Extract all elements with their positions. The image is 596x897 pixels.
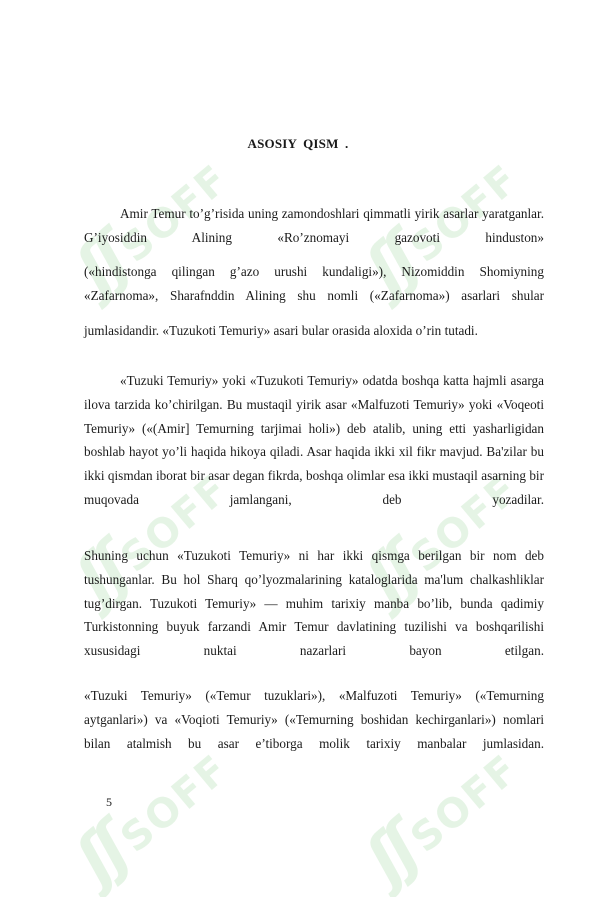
paragraph-5: Shuning uchun «Tuzukoti Temuriy» ni har ikki qismga berilgan bir nom deb tushunganlar. Bu hol Sharq qo’lyozmalarining kataloglarida ma'lum chalkashliklar tug’dirgan. Tuzukoti Temuriy» — muhim tarixiy manba bo’lib, bunda qadimiy Turkistonning buyuk farzandi Amir Temur davlatining tuzilishi va boshqarilishi xususidagi nuktai nazarlari bayon etilgan. bbox=[84, 548, 544, 659]
paragraph-3: jumlasidandir. «Tuzukoti Temuriy» asari bular orasida aloxida o’rin tutadi. bbox=[84, 323, 478, 338]
paragraph-4: «Tuzuki Temuriy» yoki «Tuzukoti Temuriy» odatda boshqa katta hajmli asarga ilova tarzida ko’chirilgan. Bu mustaqil yirik asar «Malfuzoti Temuriy» yoki «Voqeoti Temuriy» («(Amir] Temurning tarjimai holi») deb atalib, uning etti yasharligidan boshlab hayot yo’li haqida hikoya qiladi. Asar haqida ikki xil fikr mavjud. Ba'zilar bu ikki qismdan iborat bir asar degan fikrda, boshqa olimlar esa ikki mustaqil asarning bir muqovada jamlangani, deb yozadilar. bbox=[84, 373, 544, 507]
watermark-logo: ʃʃSOFF bbox=[62, 745, 238, 897]
paragraph-6: «Tuzuki Temuriy» («Temur tuzuklari»), «Malfuzoti Temuriy» («Temurning aytganlari») va «Voqioti Temuriy» («Temurning boshidan kechirganlari») nomlari bilan atalmish bu asar e’tiborga molik tarixiy manbalar jumlasidan. bbox=[84, 688, 544, 751]
watermark-logo: ʃʃSOFF bbox=[352, 155, 528, 307]
paragraph-1: Amir Temur to’g’risida uning zamondoshlari qimmatli yirik asarlar yaratganlar. G’iyosiddin Alining «Ro’znomayi gazovoti hinduston» bbox=[84, 206, 544, 245]
page-number: 5 bbox=[106, 795, 112, 809]
watermark-logo: ʃʃSOFF bbox=[62, 155, 238, 307]
section-title: ASOSIY QISM . bbox=[247, 136, 349, 151]
watermark-logo: ʃʃSOFF bbox=[352, 745, 528, 897]
paragraph-2: («hindistonga qilingan g’azo urushi kundaligi»), Nizomiddin Shomiyning «Zafarnoma», Sharafnddin Alining shu nomli («Zafarnoma») asarlari shular bbox=[84, 264, 544, 303]
watermark-logo: ʃʃSOFF bbox=[62, 465, 238, 617]
watermark-logo: ʃʃSOFF bbox=[352, 465, 528, 617]
